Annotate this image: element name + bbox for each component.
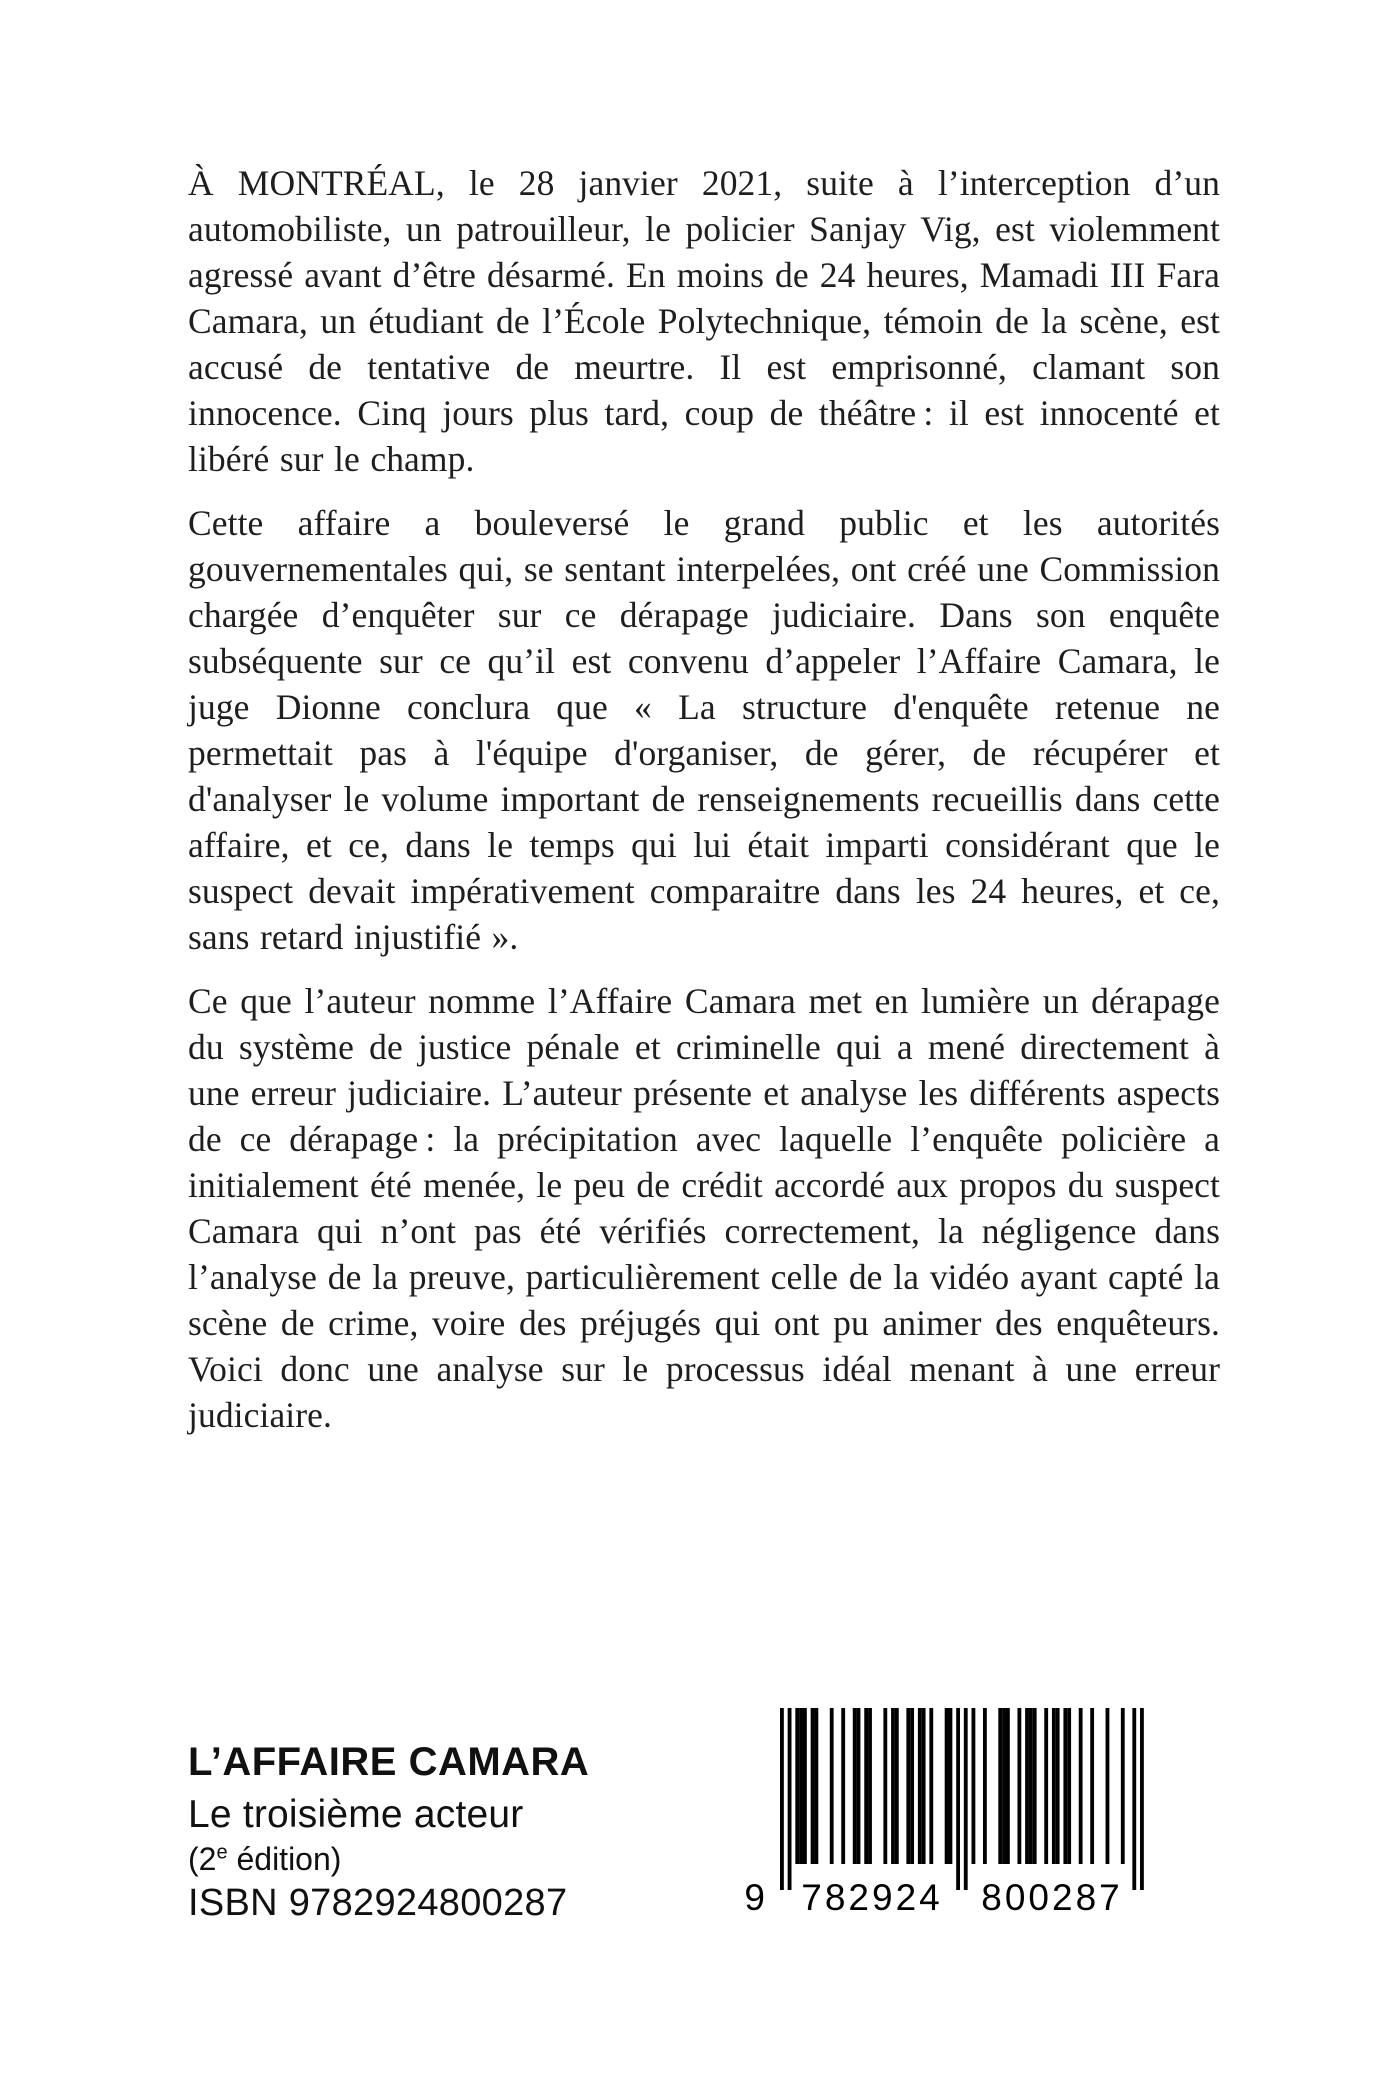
book-subtitle: Le troisième acteur: [188, 1793, 524, 1836]
synopsis: [188, 160, 1220, 1456]
svg-text:9: 9: [744, 1877, 768, 1918]
svg-text:782924: 782924: [801, 1877, 943, 1918]
edition-prefix: (2: [188, 1841, 217, 1877]
synopsis-paragraph-3: Ce que l’auteur nomme l’Affaire Camara met en lumière un dérapage du système de justice pénale et criminelle qui a mené directement à une erreur judiciaire. L’auteur présente et analyse les différents aspects de ce dérapage : la précipitation avec laquelle l’enquête policière a initialement été menée, le peu de crédit accordé aux propos du suspect Camara qui n’ont pas été vérifiés correctement, la négligence dans l’analyse de la preuve, particulièrement celle de la vidéo ayant capté la scène de crime, voire des préjugés qui ont pu animer des enquêteurs. Voici donc une analyse sur le processus idéal menant à une erreur judiciaire.: [188, 981, 1220, 1435]
ean13-barcode: [740, 1708, 1144, 1922]
svg-text:800287: 800287: [981, 1877, 1123, 1918]
synopsis-paragraph-2: Cette affaire a bouleversé le grand public et les autorités gouvernementales qui, se sentant interpelées, ont créé une Commission chargée d’enquêter sur ce dérapage judiciaire. Dans son enquête subséquente sur ce qu’il est convenu d’appeler l’Affaire Camara, le juge Dionne conclura que « La structure d'enquête retenue ne permettait pas à l'équipe d'organiser, de gérer, de récupérer et d'analyser le volume important de renseignements recueillis dans cette affaire, et ce, dans le temps qui lui était imparti considérant que le suspect devait impérativement comparaitre dans les 24 heures, et ce, sans retard injustifié ».: [188, 503, 1220, 957]
edition-note: [188, 1843, 589, 1875]
edition-suffix: édition): [227, 1841, 342, 1877]
ean13-barcode-graphic: [740, 1708, 1144, 1922]
isbn-text: ISBN 9782924800287: [188, 1882, 568, 1924]
edition-ordinal-superscript: e: [216, 1841, 228, 1864]
book-title: L’AFFAIRE CAMARA: [188, 1740, 590, 1784]
synopsis-paragraph-1: À MONTRÉAL, le 28 janvier 2021, suite à l’interception d’un automobiliste, un patrouilleur, le policier Sanjay Vig, est violemment agressé avant d’être désarmé. En moins de 24 heures, Mamadi III Fara Camara, un étudiant de l’École Polytechnique, témoin de la scène, est accusé de tentative de meurtre. Il est emprisonné, clamant son innocence. Cinq jours plus tard, coup de théâtre : il est innocenté et libéré sur le champ.: [188, 163, 1220, 479]
publication-info: [188, 1742, 589, 1922]
